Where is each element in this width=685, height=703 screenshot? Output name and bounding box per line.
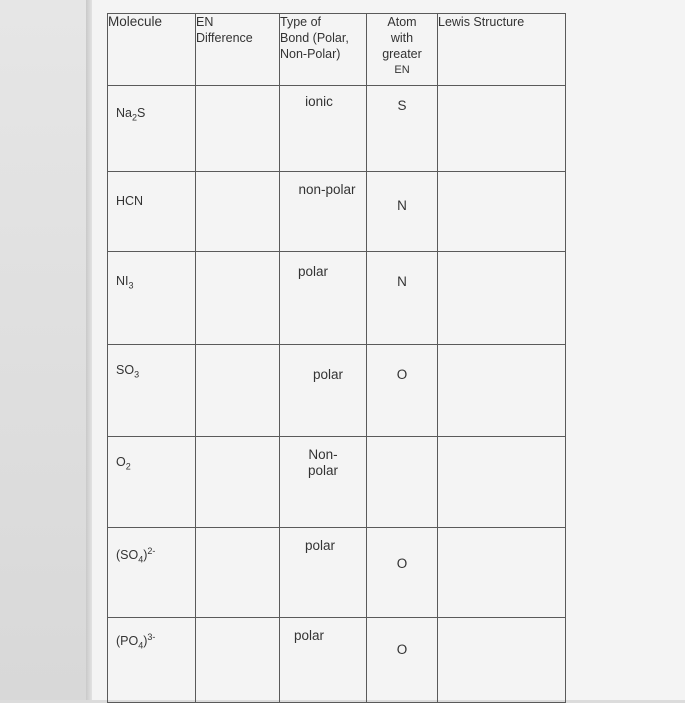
atom-cell: [367, 172, 438, 252]
molecule-formula: $(SO_4)^{2-}$: [116, 546, 156, 565]
atom-cell: [367, 345, 438, 437]
en-difference-cell: [196, 252, 280, 345]
chemistry-worksheet-table: [107, 13, 566, 703]
bond-type-cell: [280, 437, 367, 528]
header-en-line-1: EN: [196, 15, 214, 29]
bond-type-cell: [280, 528, 367, 618]
molecule-cell: [108, 437, 196, 528]
molecule-formula: $NI_3$: [116, 274, 134, 291]
molecule-cell: [108, 345, 196, 437]
lewis-structure-cell: [438, 437, 566, 528]
molecule-cell: [108, 252, 196, 345]
bond-type-value: polar: [297, 264, 329, 279]
bond-type-value: polar: [304, 538, 336, 553]
en-difference-cell: [196, 437, 280, 528]
header-atom-line-2: with: [390, 31, 414, 45]
bond-type-value: non-polar: [298, 182, 356, 197]
header-bond-type: [280, 14, 367, 86]
header-atom-line-3: greater: [382, 47, 422, 61]
lewis-structure-cell: [438, 618, 566, 703]
molecule-cell: [108, 86, 196, 172]
atom-value: S: [397, 98, 407, 113]
atom-cell: [367, 437, 438, 528]
atom-value: O: [396, 367, 408, 382]
bond-type-value: polar: [312, 367, 344, 382]
molecule-cell: [108, 172, 196, 252]
table-row: [108, 618, 566, 703]
atom-value: O: [396, 556, 408, 571]
molecule-formula: $Na_2S$: [116, 106, 146, 123]
molecule-cell: [108, 618, 196, 703]
atom-cell: [367, 86, 438, 172]
bond-type-line-1: Non-: [308, 447, 338, 462]
lewis-structure-cell: [438, 86, 566, 172]
lewis-structure-cell: [438, 528, 566, 618]
atom-value: O: [396, 642, 408, 657]
molecule-formula: $(PO_4)^{3-}$: [116, 632, 156, 651]
lewis-structure-cell: [438, 252, 566, 345]
bond-type-cell: [280, 86, 367, 172]
atom-cell: [367, 528, 438, 618]
atom-value: N: [397, 198, 407, 213]
header-atom-greater-en: [367, 14, 438, 86]
header-row: [108, 14, 566, 86]
en-difference-cell: [196, 345, 280, 437]
molecule-cell: [108, 528, 196, 618]
bond-type-line-2: polar: [307, 463, 339, 478]
lewis-structure-cell: [438, 345, 566, 437]
bond-type-cell: [280, 172, 367, 252]
table-row: [108, 437, 566, 528]
table-row: [108, 528, 566, 618]
bond-type-value: ionic: [305, 94, 333, 109]
bond-type-value: polar: [293, 628, 325, 643]
header-lewis-structure: Lewis Structure: [438, 14, 566, 86]
bond-type-cell: [280, 252, 367, 345]
header-molecule: Molecule: [108, 14, 196, 86]
bond-type-cell: [280, 618, 367, 703]
atom-value: N: [397, 274, 407, 289]
table-row: [108, 172, 566, 252]
bond-type-cell: [280, 345, 367, 437]
en-difference-cell: [196, 528, 280, 618]
header-en-difference: [196, 14, 280, 86]
table-row: [108, 86, 566, 172]
en-difference-cell: [196, 618, 280, 703]
bond-type-value: [280, 447, 366, 479]
header-atom-line-4: EN: [394, 64, 410, 76]
header-type-line-3: Non-Polar): [280, 47, 341, 61]
en-difference-cell: [196, 86, 280, 172]
header-type-line-1: Type of: [280, 15, 321, 29]
molecule-formula: $SO_3$: [116, 363, 140, 380]
atom-cell: [367, 618, 438, 703]
table-row: [108, 345, 566, 437]
molecule-formula: HCN: [116, 194, 144, 208]
header-atom-line-1: Atom: [387, 15, 417, 29]
table-row: [108, 252, 566, 345]
en-difference-cell: [196, 172, 280, 252]
header-en-line-2: Difference: [196, 31, 253, 45]
molecule-formula: $O_2$: [116, 455, 131, 472]
atom-cell: [367, 252, 438, 345]
header-type-line-2: Bond (Polar,: [280, 31, 349, 45]
lewis-structure-cell: [438, 172, 566, 252]
